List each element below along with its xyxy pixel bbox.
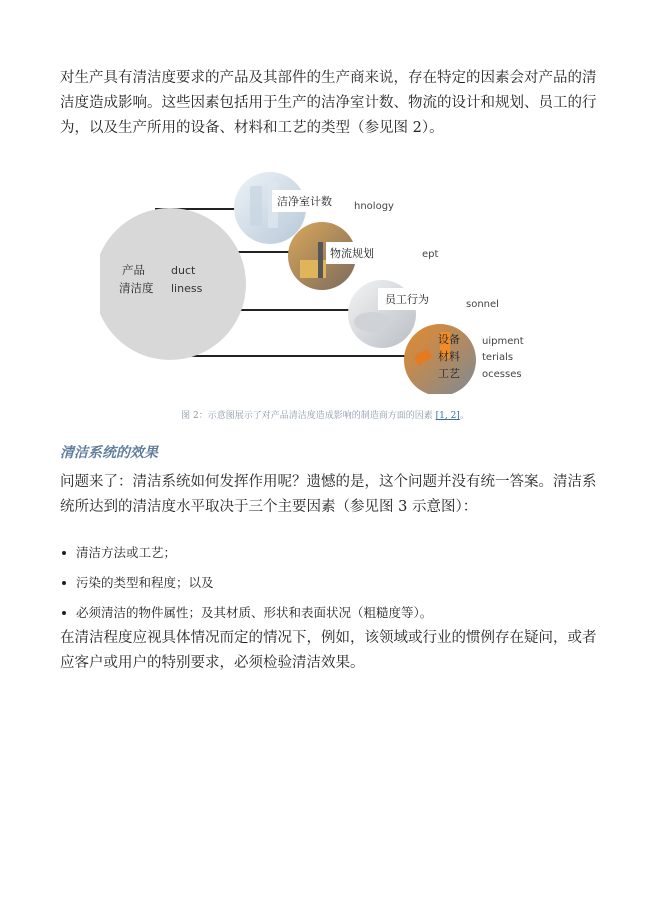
bullet-icon — [62, 581, 66, 585]
intro-paragraph: 对生产具有清洁度要求的产品及其部件的生产商来说，存在特定的因素会对产品的清洁度造成影响。这些因素包括用于生产的洁净室计数、物流的设计和规划、员工的行为，以及生产所用的设备、材料和工艺的类型（参见图 2）。 — [60, 70, 597, 136]
factor-label-cn: 洁净室计数 — [277, 195, 332, 208]
factor-label-cn: 物流规划 — [330, 247, 374, 260]
list-item-text: 清洁方法或工艺； — [76, 545, 177, 560]
list-item — [60, 538, 600, 568]
figure-caption — [0, 408, 650, 421]
list-item — [60, 598, 600, 628]
center-label-cn-2: 清洁度 — [119, 281, 154, 295]
center-label-cn-1: 产品 — [122, 263, 145, 277]
list-item-text: 必须清洁的物件属性；及其材质、形状和表面状况（粗糙度等）。 — [76, 605, 433, 620]
factor-label-en: sonnel — [466, 299, 499, 310]
factor-label-en: uipment — [482, 336, 524, 347]
list-item — [60, 568, 600, 598]
bullet-icon — [62, 551, 66, 555]
factor-label-cn: 设备 — [438, 333, 460, 346]
factor-label-cn: 员工行为 — [385, 293, 429, 306]
factor-label-en: terials — [482, 352, 514, 363]
center-label-en-2: liness — [171, 282, 203, 295]
factor-label-cn: 材料 — [438, 350, 460, 363]
list-item-text: 污染的类型和程度；以及 — [76, 575, 214, 590]
caption-text: 图 2：示意图展示了对产品清洁度造成影响的制造商方面的因素 — [181, 411, 436, 421]
factor-label-en: ept — [422, 249, 439, 260]
factor-label-en: ocesses — [482, 369, 522, 380]
section-heading: 清洁系统的效果 — [60, 445, 158, 461]
factor-label-en: hnology — [354, 201, 394, 212]
caption-end: 。 — [459, 411, 469, 421]
citation-link[interactable]: [1, 2] — [435, 411, 460, 421]
question-paragraph: 问题来了：清洁系统如何发挥作用呢？遗憾的是，这个问题并没有统一答案。清洁系统所达到的清洁度水平取决于三个主要因素（参见图 3 示意图）： — [60, 474, 597, 515]
cleanliness-factors-figure — [100, 172, 540, 394]
bullet-icon — [62, 611, 66, 615]
factor-label-cn: 工艺 — [438, 367, 460, 380]
factor-list — [60, 538, 600, 628]
center-label-en-1: duct — [171, 264, 196, 277]
conclusion-paragraph: 在清洁程度应视具体情况而定的情况下，例如，该领域或行业的惯例存在疑问，或者应客户或用户的特别要求，必须检验清洁效果。 — [60, 630, 597, 671]
